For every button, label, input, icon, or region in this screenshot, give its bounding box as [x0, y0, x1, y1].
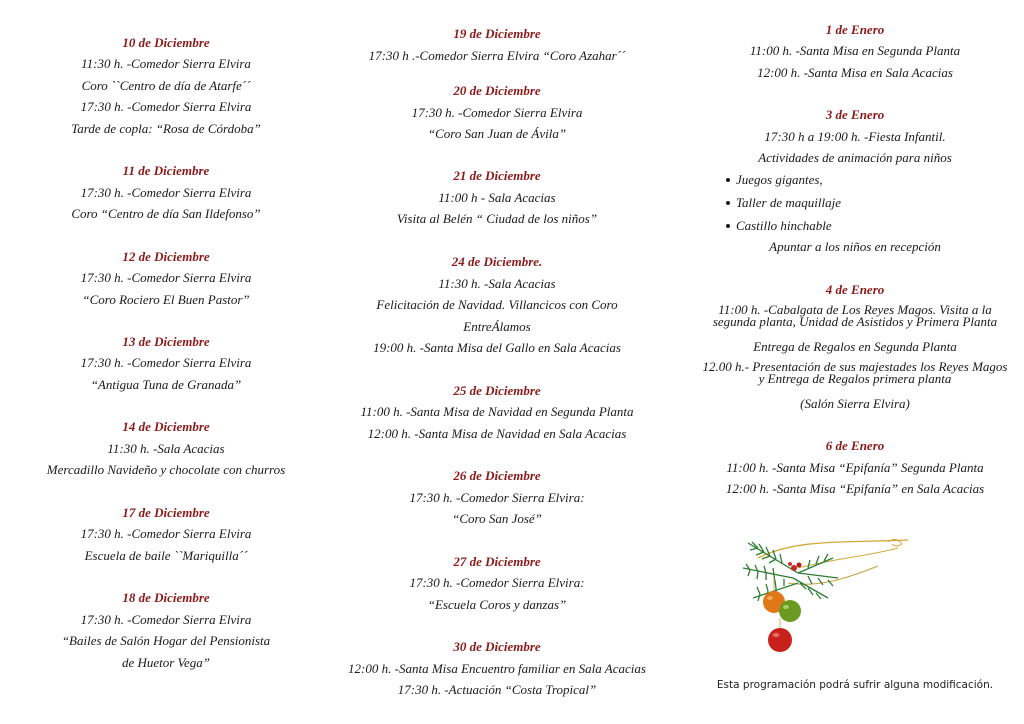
- christmas-ornament-branch-icon: [738, 528, 918, 658]
- date-heading: 26 de Diciembre: [453, 468, 541, 483]
- event-line: “Coro San Juan de Ávila”: [427, 126, 567, 141]
- date-heading: 17 de Diciembre: [122, 505, 210, 520]
- event-line: “Coro Rociero El Buen Pastor”: [82, 292, 250, 307]
- event-line: Escuela de baile ``Mariquilla´´: [84, 548, 248, 563]
- date-heading: 30 de Diciembre: [453, 639, 541, 654]
- event-line: 17:30 h. -Actuación “Costa Tropical”: [397, 682, 597, 697]
- date-heading: 25 de Diciembre: [453, 383, 541, 398]
- date-heading: 3 de Enero: [825, 107, 885, 122]
- date-heading: 20 de Diciembre: [453, 83, 541, 98]
- event-line: 17:30 h. -Comedor Sierra Elvira:: [409, 490, 585, 505]
- date-heading: 10 de Diciembre: [122, 35, 210, 50]
- event-line: “Bailes de Salón Hogar del Pensionista: [61, 633, 271, 648]
- date-heading: 27 de Diciembre: [453, 554, 541, 569]
- event-line: 11:30 h. -Sala Acacias: [107, 441, 225, 456]
- event-line: Visita al Belén “ Ciudad de los niños”: [396, 211, 598, 226]
- event-line: “Antigua Tuna de Granada”: [90, 377, 242, 392]
- date-heading: 13 de Diciembre: [122, 334, 210, 349]
- date-heading: 4 de Enero: [825, 282, 885, 297]
- event-line: Mercadillo Navideño y chocolate con churros: [46, 462, 286, 477]
- event-line: 12:00 h. -Santa Misa de Navidad en Sala Acacias: [367, 426, 627, 441]
- event-line: 11:30 h. -Comedor Sierra Elvira: [81, 56, 251, 71]
- event-line: 17:30 h a 19:00 h. -Fiesta Infantil.: [764, 129, 946, 144]
- date-heading: 1 de Enero: [825, 22, 885, 37]
- event-line: 17:30 h. -Comedor Sierra Elvira: [80, 355, 252, 370]
- event-line: de Huetor Vega”: [121, 655, 211, 670]
- event-line: 11:30 h. -Sala Acacias: [438, 276, 556, 291]
- event-line: 11:00 h. -Santa Misa “Epifanía” Segunda Planta: [726, 460, 984, 475]
- event-line: Actividades de animación para niños: [758, 150, 952, 165]
- event-line: 11:00 h. -Santa Misa de Navidad en Segunda Planta: [360, 404, 634, 419]
- event-line: Felicitación de Navidad. Villancicos con Coro: [376, 297, 618, 312]
- event-line: 12.00 h.- Presentación de sus majestades los Reyes Magos y Entrega de Regalos primera planta: [702, 359, 1008, 386]
- bullet-item: Juegos gigantes,: [700, 172, 1010, 187]
- date-heading: 19 de Diciembre: [453, 26, 541, 41]
- bullet-item: Taller de maquillaje: [700, 195, 1010, 210]
- date-heading: 21 de Diciembre: [453, 168, 541, 183]
- event-line: “Escuela Coros y danzas”: [427, 597, 567, 612]
- event-line: 19:00 h. -Santa Misa del Gallo en Sala Acacias: [373, 340, 621, 355]
- event-line: Entrega de Regalos en Segunda Planta: [753, 339, 957, 354]
- footer-note: Esta programación podrá sufrir alguna modificación.: [716, 679, 994, 691]
- date-heading: 12 de Diciembre: [122, 249, 210, 264]
- date-heading: 18 de Diciembre: [122, 590, 210, 605]
- event-line: Tarde de copla: “Rosa de Córdoba”: [71, 121, 261, 136]
- event-line: (Salón Sierra Elvira): [800, 396, 910, 411]
- event-line: 17:30 h. -Comedor Sierra Elvira:: [409, 575, 585, 590]
- date-heading: 24 de Diciembre.: [451, 254, 543, 269]
- event-line: 11:00 h. -Cabalgata de Los Reyes Magos. Visita a la segunda planta, Unidad de Asistidos y Primera Planta: [712, 302, 998, 329]
- date-heading: 14 de Diciembre: [122, 419, 210, 434]
- event-line: 11:00 h - Sala Acacias: [438, 190, 556, 205]
- event-line: 11:00 h. -Santa Misa en Segunda Planta: [749, 43, 961, 58]
- event-line: 17:30 h. -Comedor Sierra Elvira: [80, 526, 252, 541]
- event-line: EntreÁlamos: [463, 319, 531, 334]
- event-line: 17:30 h. -Comedor Sierra Elvira: [411, 105, 583, 120]
- event-line: 17:30 h. -Comedor Sierra Elvira: [80, 185, 252, 200]
- event-line: 12:00 h. -Santa Misa Encuentro familiar en Sala Acacias: [348, 661, 646, 676]
- event-line: 12:00 h. -Santa Misa “Epifanía” en Sala Acacias: [725, 481, 985, 496]
- event-line: 17:30 h. -Comedor Sierra Elvira: [80, 612, 252, 627]
- event-line: Coro “Centro de día San Ildefonso”: [71, 206, 261, 221]
- date-heading: 6 de Enero: [825, 438, 885, 453]
- event-line: 17:30 h. -Comedor Sierra Elvira: [80, 270, 252, 285]
- event-line: Apuntar a los niños en recepción: [769, 239, 941, 254]
- event-line: 12:00 h. -Santa Misa en Sala Acacias: [757, 65, 953, 80]
- event-line: “Coro San José”: [452, 511, 542, 526]
- event-line: Coro ``Centro de día de Atarfe´´: [81, 78, 251, 93]
- event-line: 17:30 h .-Comedor Sierra Elvira “Coro Azahar´´: [368, 48, 626, 63]
- date-heading: 11 de Diciembre: [122, 163, 210, 178]
- bullet-item: Castillo hinchable: [700, 218, 1010, 233]
- event-line: 17:30 h. -Comedor Sierra Elvira: [80, 99, 252, 114]
